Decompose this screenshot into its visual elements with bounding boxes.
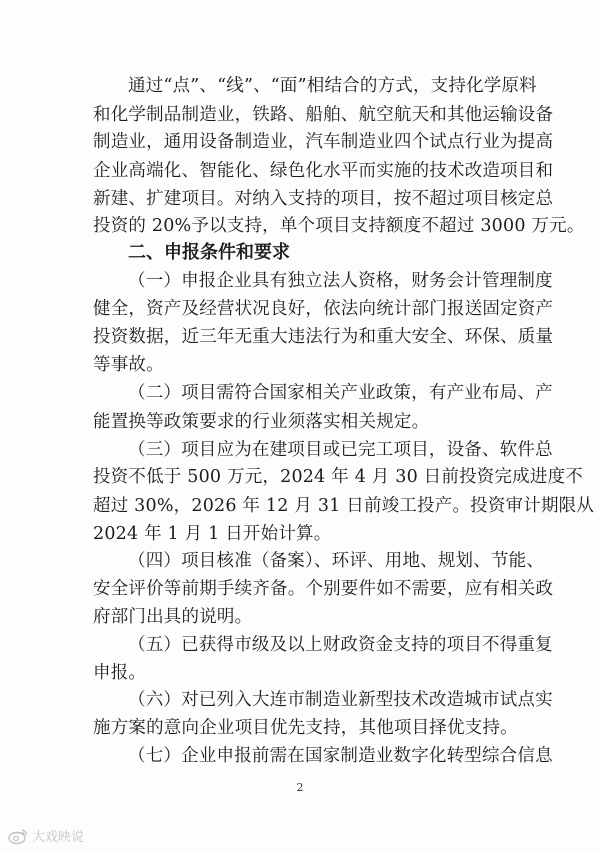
list-item-start: （三）项目应为在建项目或已完工项目，设备、软件总 [128,440,553,460]
list-item-start: （一）申报企业具有独立法人资格，财务会计管理制度 [128,271,553,291]
text-line: 施方案的意向企业项目优先支持，其他项目择优支持。 [93,718,518,738]
section-heading: 二、申报条件和要求 [128,242,290,263]
text-line: 安全评价等前期手续齐备。个别要件如不需要，应有相关政 [93,579,554,599]
list-item-start: （二）项目需符合国家相关产业政策，有产业布局、产 [128,383,553,403]
list-item-start: （六）对已列入大连市制造业新型技术改造城市试点实 [128,690,553,710]
text-line: 企业高端化、智能化、绿色化水平而实施的技术改造项目和 [93,161,554,181]
text-line: 等事故。 [93,355,164,375]
text-line: 投资数据，近三年无重大违法行为和重大安全、环保、质量 [93,327,554,347]
list-item-start: （七）企业申报前需在国家制造业数字化转型综合信息 [128,746,553,766]
watermark [8,826,84,845]
weibo-logo-icon [8,828,28,844]
text-line: 投资不低于 500 万元，2024 年 4 月 30 日前投资完成进度不 [93,467,583,487]
text-line: 新建、扩建项目。对纳入支持的项目，按不超过项目核定总 [93,189,554,209]
text-line: 健全，资产及经营状况良好，依法向统计部门报送固定资产 [93,299,554,319]
watermark-text: 大戏映说 [32,830,85,845]
text-line: 能置换等政策要求的行业须落实相关规定。 [93,412,430,432]
text-line: 通过“点”、“线”、“面”相结合的方式，支持化学原料 [128,76,537,96]
list-item-start: （五）已获得市级及以上财政资金支持的项目不得重复 [128,635,553,655]
text-line: 制造业，通用设备制造业，汽车制造业四个试点行业为提高 [93,132,554,152]
text-line: 投资的 20%予以支持，单个项目支持额度不超过 3000 万元。 [93,216,585,236]
text-line: 超过 30%，2026 年 12 月 31 日前竣工投产。投资审计期限从 [93,496,595,516]
text-line: 2024 年 1 月 1 日开始计算。 [93,524,332,544]
text-line: 府部门出具的说明。 [93,607,253,627]
text-line: 申报。 [93,663,147,683]
page-number: 2 [296,781,304,794]
text-line: 和化学制品制造业，铁路、船舶、航空航天和其他运输设备 [93,105,554,125]
list-item-start: （四）项目核准（备案）、环评、用地、规划、节能、 [128,551,545,571]
